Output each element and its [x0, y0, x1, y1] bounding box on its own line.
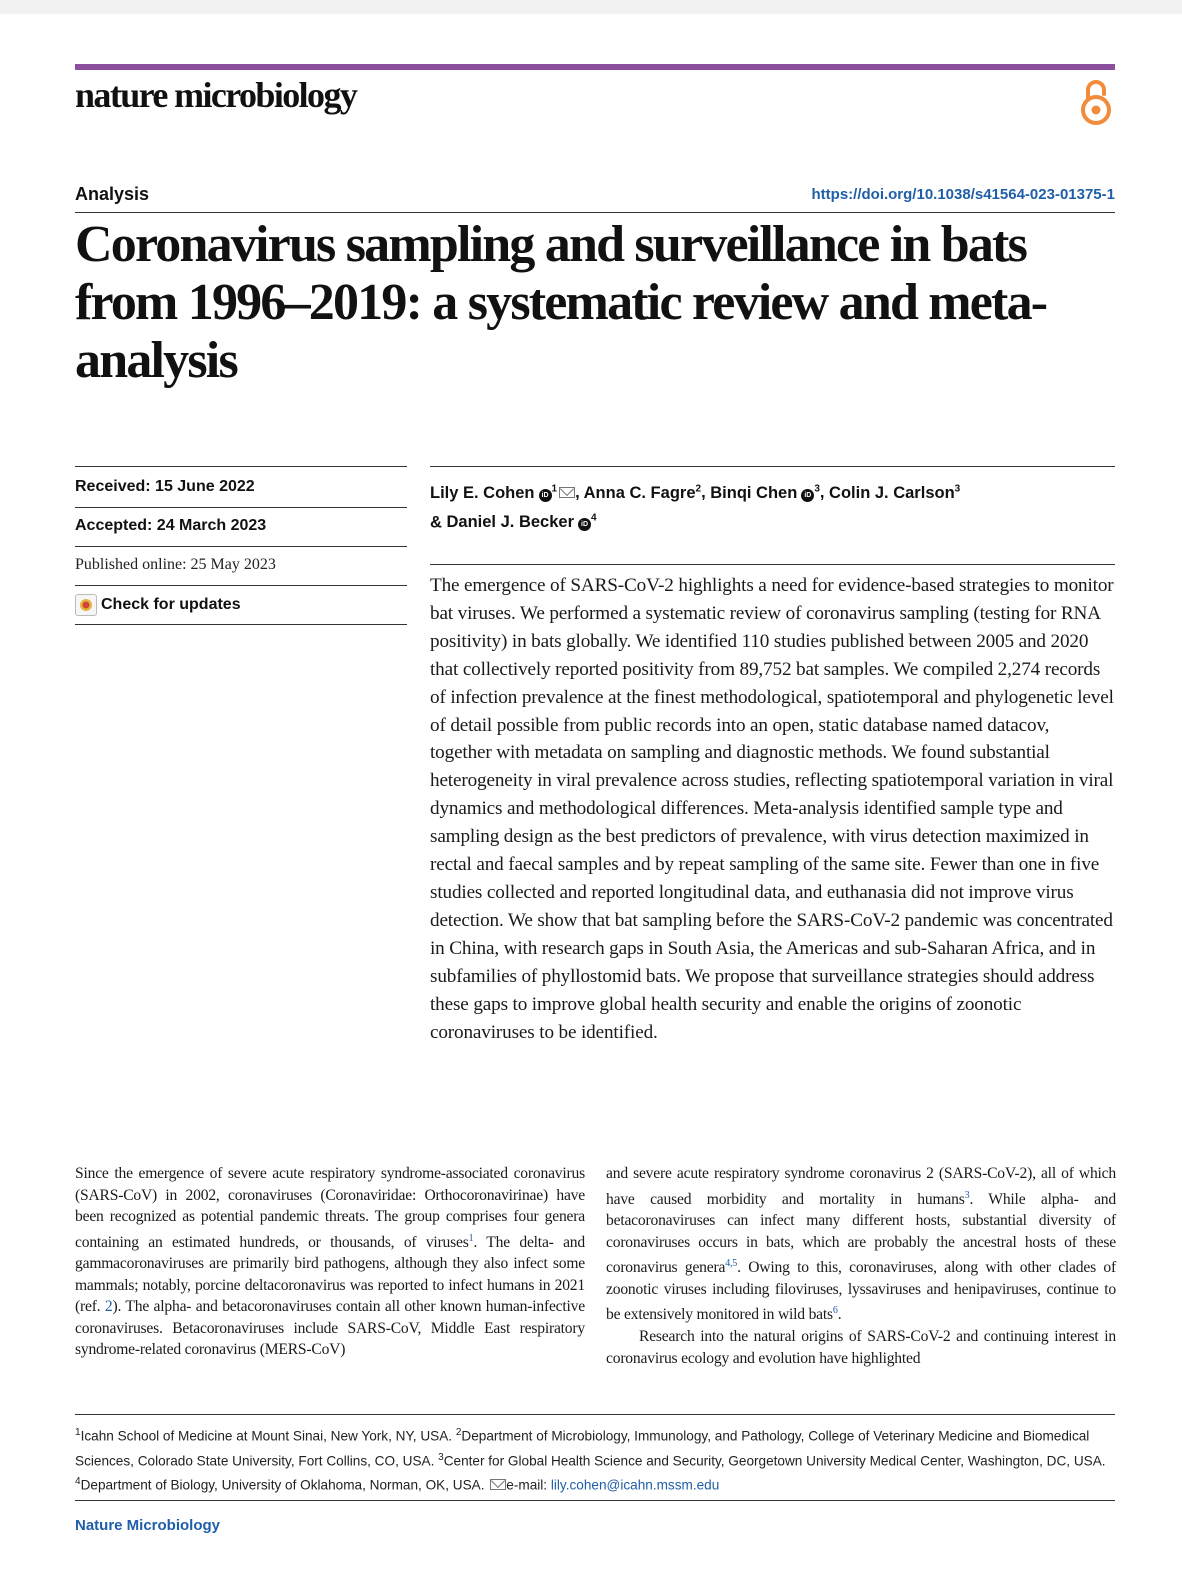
corresponding-email-link[interactable]: lily.cohen@icahn.mssm.edu: [550, 1477, 720, 1493]
email-icon: [490, 1479, 506, 1490]
author[interactable]: Binqi Chen $iD^3$: [710, 483, 820, 502]
author[interactable]: Daniel J. Becker $iD^4$: [446, 512, 597, 531]
journal-color-rule: [75, 64, 1115, 70]
abstract: The emergence of SARS-CoV-2 highlights a need for evidence-based strategies to monitor bat viruses. We performed a systematic review of coronavirus sampling (testing for RNA positivity) in bats globally. We identified 110 studies published between 2005 and 2020 that collectively reported positivity from 89,752 bat samples. We compiled 2,274 records of infection prevalence at the finest methodological, spatiotemporal and phylogenetic level of detail possible from public records into an open, static database named datacov, together with metadata on sampling and diagnostic methods. We found substantial heterogeneity in viral prevalence across studies, reflecting spatiotemporal variation in viral dynamics and methodological differences. Meta-analysis identified sample type and sampling design as the best predictors of prevalence, with virus detection maximized in rectal and faecal samples and by repeat sampling of the same site. Fewer than one in five studies collected and reported longitudinal data, and euthanasia did not improve virus detection. We show that bat sampling before the SARS-CoV-2 pandemic was concentrated in China, with research gaps in South Asia, the Americas and sub-Saharan Africa, and in subfamilies of phyllostomid bats. We propose that surveillance strategies should address these gaps to improve global health security and enable the origins of zoonotic coronaviruses to be identified.: [430, 575, 1114, 1043]
journal-logo: nature microbiology: [75, 75, 357, 115]
orcid-icon[interactable]: iD: [578, 518, 591, 531]
affiliations-divider: [75, 1414, 1115, 1415]
body-paragraph: Research into the natural origins of SARS-CoV-2 and continuing interest in coronavirus ecology and evolution have highlighted: [606, 1328, 1116, 1367]
citation-link[interactable]: 2: [104, 1298, 113, 1316]
citation-link[interactable]: 6: [832, 1305, 838, 1317]
open-access-icon: [1078, 76, 1114, 128]
meta-divider: [75, 507, 407, 508]
orcid-icon[interactable]: iD: [801, 489, 814, 502]
citation-link[interactable]: 4,5: [725, 1258, 738, 1270]
abstract-divider: [430, 564, 1115, 565]
body-paragraph: and severe acute respiratory syndrome coronavirus 2 (SARS-CoV-2), all of which have caused morbidity and mortality in humans$^3$. While alpha- and betacoronaviruses can infect many different hosts, substantial diversity of coronaviruses occurs in bats, which are probably the ancestral hosts of these coronavirus genera$^{4,5}$. Owing to this, coronaviruses, along with other clades of zoonotic viruses including filoviruses, lyssaviruses and henipaviruses, continue to be extensively monitored in wild bats$^6$.: [606, 1165, 1116, 1324]
meta-divider: [75, 546, 407, 547]
check-for-updates-button[interactable]: [75, 594, 241, 616]
received-date: Received: 15 June 2022: [75, 478, 255, 495]
affiliations: $^1$Icahn School of Medicine at Mount Sinai, New York, NY, USA. $^2$Department of Microbiology, Immunology, and Pathology, College of Veterinary Medicine and Biomedical Sciences, Colorado State University, Fort Collins, CO, USA. $^3$Center for Global Health Science and Security, Georgetown University Medical Center, Washington, DC, USA. $^4$Department of Biology, University of Oklahoma, Norman, OK, USA. e-mail: lily.cohen@icahn.mssm.edu: [75, 1427, 1106, 1493]
body-paragraph: Since the emergence of severe acute respiratory syndrome-associated coronavirus (SARS-CoV) in 2002, coronaviruses (Coronaviridae: Orthocoronavirinae) have been recognized as potential pandemic threats. The group comprises four genera containing an estimated hundreds, or thousands, of viruses$^1$. The delta- and gammacoronaviruses are primarily bird pathogens, although they also infect some mammals; notably, porcine deltacoronavirus was reported to infect humans in 2021 (ref. 2). The alpha- and betacoronaviruses contain all other known human-infective coronaviruses. Betacoronaviruses include SARS-CoV, Middle East respiratory syndrome-related coronavirus (MERS-CoV): [75, 1165, 586, 1359]
citation-link[interactable]: 1: [468, 1232, 474, 1244]
accepted-date: Accepted: 24 March 2023: [75, 517, 267, 534]
body-column-right: [606, 1163, 1116, 1369]
meta-divider: [75, 466, 407, 467]
check-for-updates-label: Check for updates: [101, 596, 241, 613]
article-type-label: Analysis: [75, 184, 150, 204]
authors-divider: [430, 466, 1115, 467]
top-strip: [0, 0, 1182, 14]
footer-journal-name: Nature Microbiology: [75, 1517, 221, 1534]
author-list: Lily E. Cohen $iD^1$ , Anna C. Fagre$^2$, Binqi Chen $iD^3$, Colin J. Carlson$^3$ & Daniel J. Becker $iD^4$: [430, 483, 961, 531]
email-icon[interactable]: [559, 487, 575, 498]
footer-divider: [75, 1500, 1115, 1501]
header-divider: [75, 212, 1115, 213]
article-title: Coronavirus sampling and surveillance in bats from 1996–2019: a systematic review and meta-analysis: [75, 216, 1047, 389]
body-column-left: [75, 1163, 585, 1361]
author[interactable]: Lily E. Cohen $iD^1$: [430, 484, 575, 502]
author[interactable]: Colin J. Carlson$^3$: [829, 483, 961, 502]
meta-divider: [75, 585, 407, 586]
author[interactable]: Anna C. Fagre$^2$: [583, 483, 702, 502]
orcid-icon[interactable]: iD: [539, 489, 552, 502]
crossmark-icon: [75, 594, 97, 616]
published-date: Published online: 25 May 2023: [75, 556, 276, 573]
doi-link[interactable]: https://doi.org/10.1038/s41564-023-01375-1: [811, 186, 1115, 203]
citation-link[interactable]: 3: [964, 1189, 970, 1201]
meta-divider: [75, 624, 407, 625]
